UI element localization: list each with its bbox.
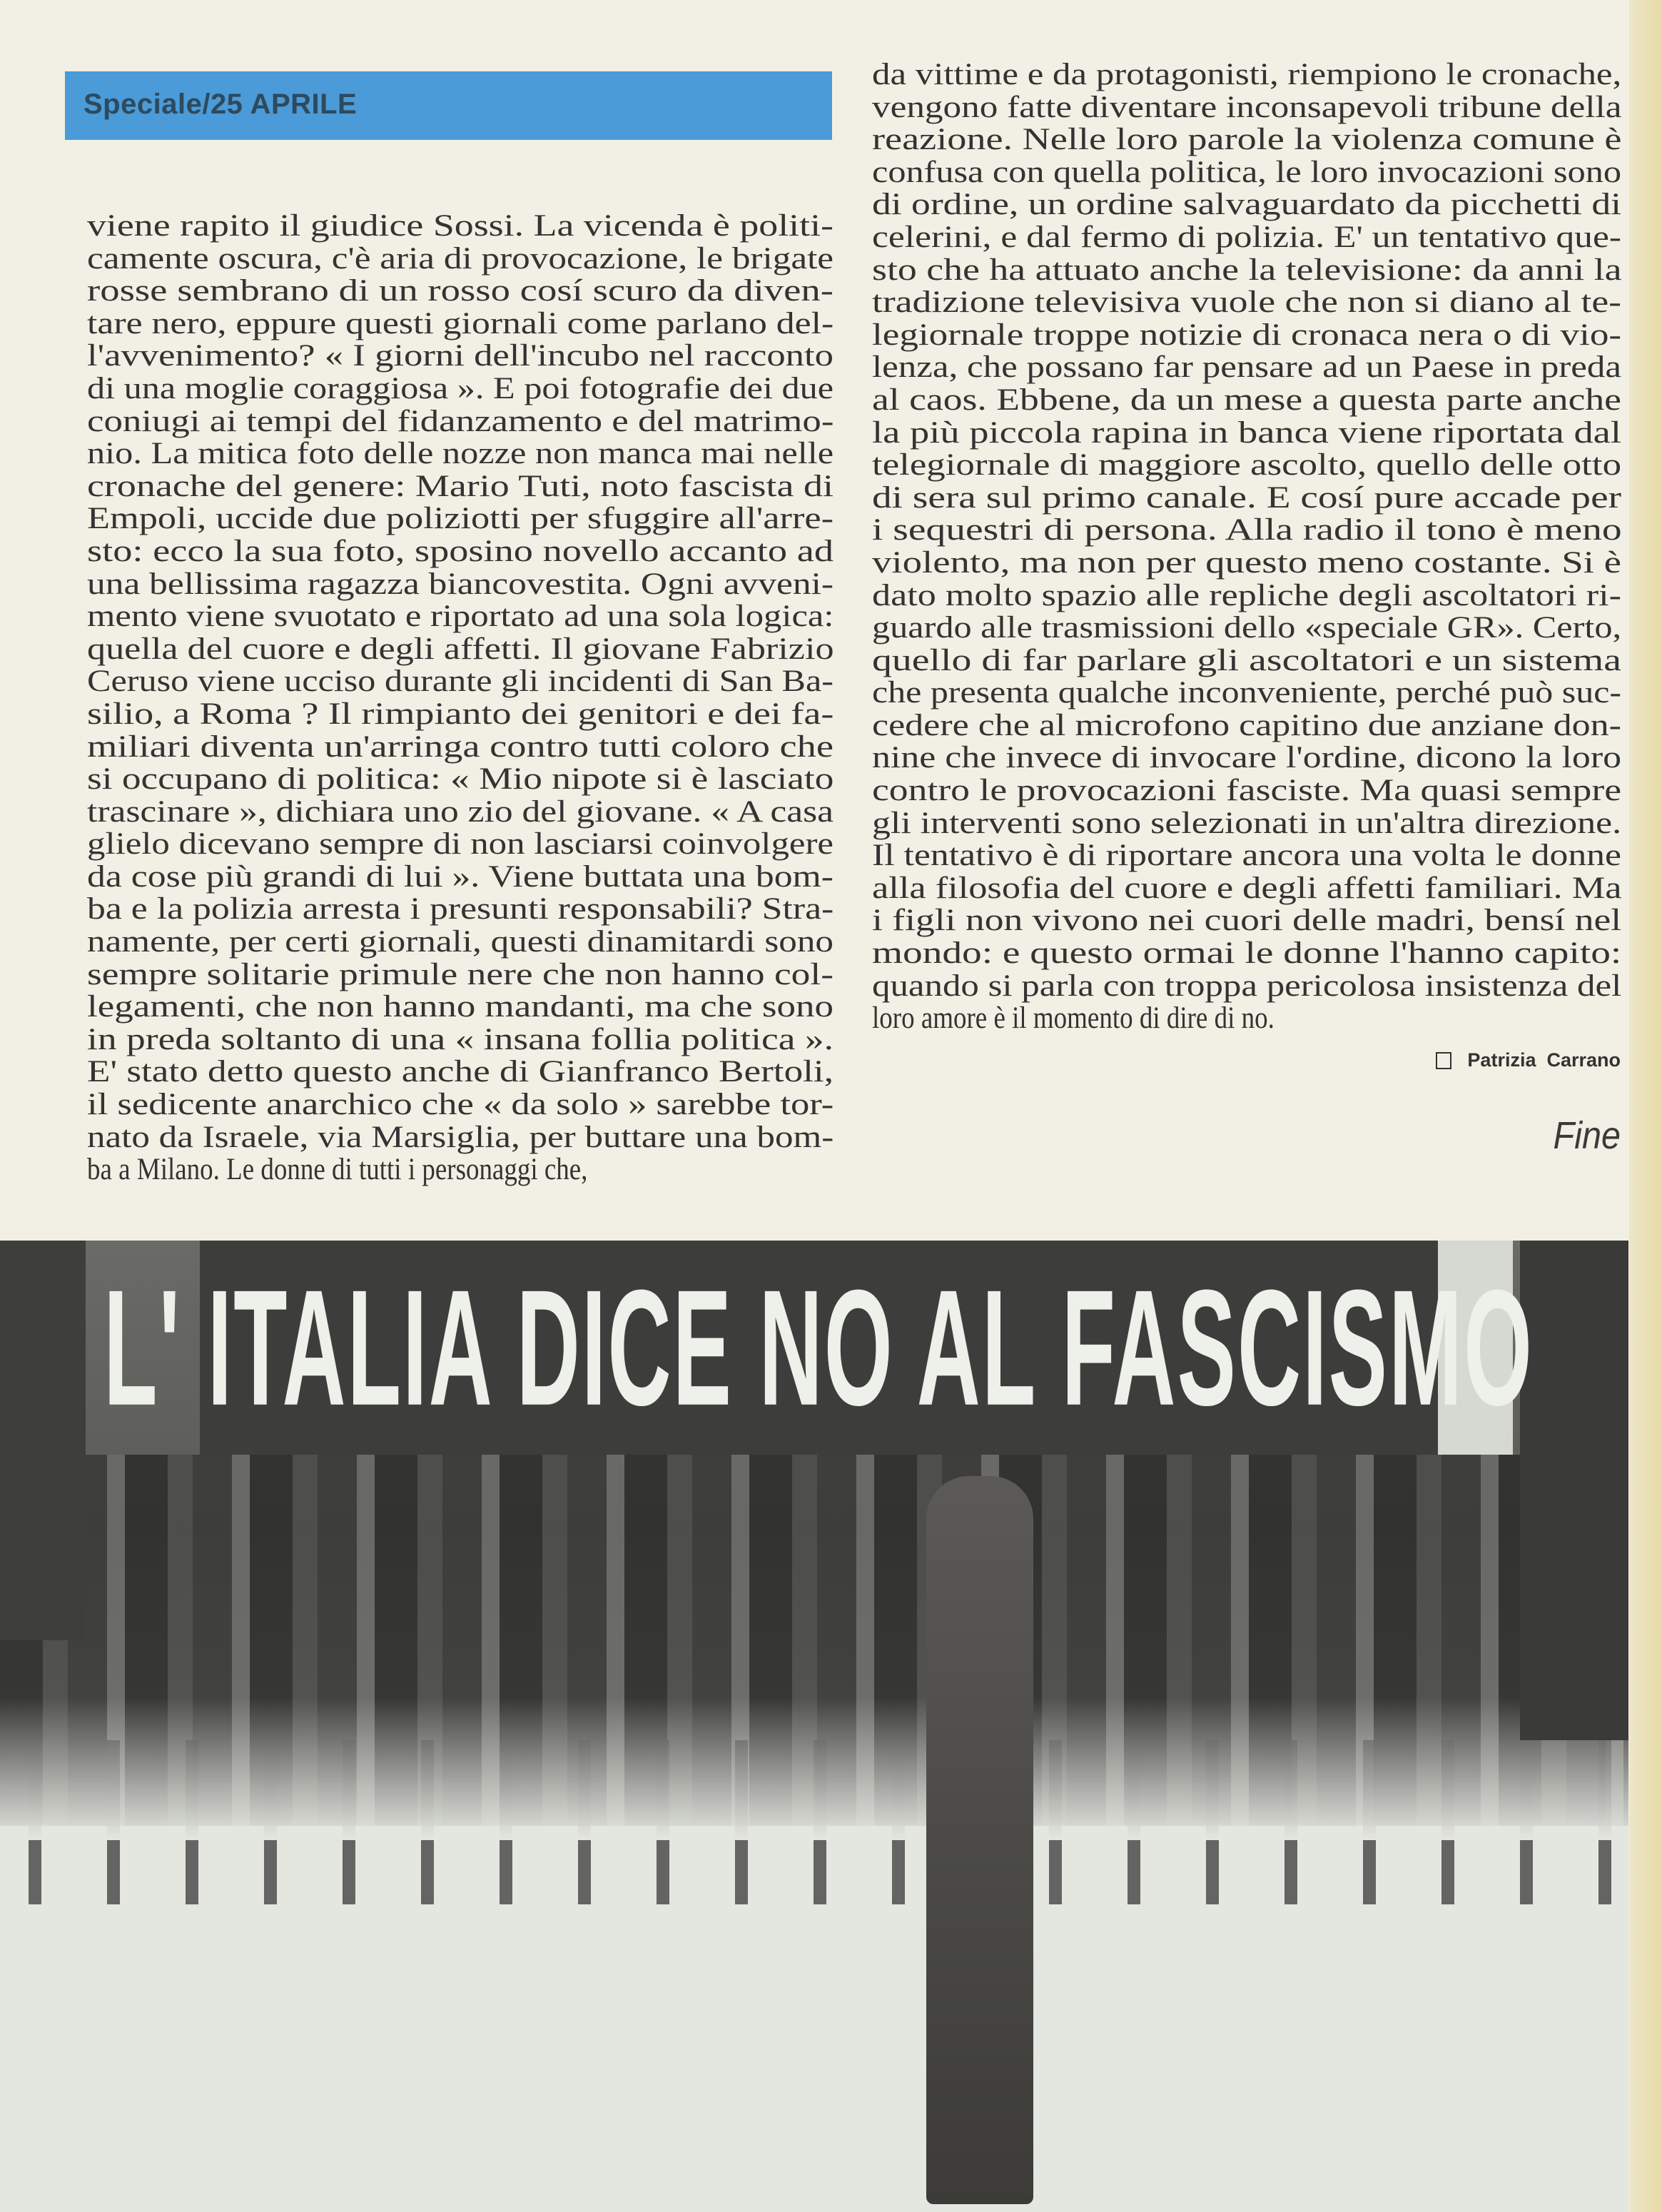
article-column-left — [87, 210, 833, 1186]
protest-photo — [0, 1241, 1628, 2212]
text-line: guardo alle trasmissioni dello «speciale GR». Certo, — [872, 611, 1622, 645]
text-line: una bellissima ragazza biancovestita. Ogni avveni- — [87, 567, 834, 601]
text-line: Empoli, uccide due poliziotti per sfuggire all'arre- — [87, 502, 834, 536]
text-line: tradizione televisiva vuole che non si diano al te- — [872, 286, 1621, 320]
text-line: rosse sembrano di un rosso cosí scuro da diven- — [87, 274, 833, 308]
text-line: tare nero, eppure questi giornali come parlano del- — [87, 306, 834, 340]
text-line: violento, ma non per questo meno costante. Si è — [872, 545, 1621, 580]
text-line: alla filosofia del cuore e degli affetti familiari. Ma — [872, 871, 1622, 905]
text-line: nio. La mitica foto delle nozze non manca mai nelle — [87, 437, 834, 471]
end-mark: Fine — [1553, 1114, 1621, 1157]
text-line: quello di far parlare gli ascoltatori e un sistema — [872, 643, 1621, 677]
text-line: lenza, che possano far pensare ad un Paese in preda — [872, 350, 1621, 385]
text-line: E' stato detto questo anche di Gianfranco Bertoli, — [87, 1055, 833, 1089]
text-line: sempre solitarie primule nere che non hanno col- — [87, 957, 833, 991]
section-title: Speciale/25 APRILE — [83, 89, 358, 120]
text-line: al caos. Ebbene, da un mese a questa parte anche — [872, 383, 1621, 417]
text-line: ba e la polizia arresta i presunti responsabili? Stra- — [87, 892, 834, 926]
text-line: si occupano di politica: « Mio nipote si è lasciato — [87, 762, 834, 797]
protest-banner — [103, 1241, 1534, 1455]
text-line: Ceruso viene ucciso durante gli incidenti di San Ba- — [87, 665, 833, 699]
text-line: il sedicente anarchico che « da solo » sarebbe tor- — [87, 1088, 834, 1122]
text-line: di sera sul primo canale. E cosí pure accade per — [872, 480, 1621, 515]
photo-standing-man — [926, 1476, 1033, 2204]
text-line: ba a Milano. Le donne di tutti i personaggi che, — [87, 1153, 588, 1187]
text-line: i figli non vivono nei cuori delle madri, bensí nel — [872, 904, 1622, 938]
text-line: dato molto spazio alle repliche degli ascoltatori ri- — [872, 578, 1621, 612]
text-line: sto che ha attuato anche la televisione: da anni la — [872, 253, 1622, 287]
text-line: l'avvenimento? « I giorni dell'incubo nel racconto — [87, 339, 833, 373]
banner-text: L' ITALIA DICE NO AL FASCISMO — [103, 1255, 1534, 1440]
text-line: glielo dicevano sempre di non lasciarsi coinvolgere — [87, 827, 833, 862]
text-line: cedere che al microfono capitino due anziane don- — [872, 708, 1621, 742]
text-line: viene rapito il giudice Sossi. La vicenda è politi- — [87, 209, 833, 243]
text-line: coniugi ai tempi del fidanzamento e del matrimo- — [87, 404, 834, 438]
text-line: reazione. Nelle loro parole la violenza comune è — [872, 123, 1622, 157]
text-line: celerini, e dal fermo di polizia. E' un tentativo que- — [872, 220, 1621, 254]
article-column-right — [872, 59, 1621, 1035]
text-line: namente, per certi giornali, questi dinamitardi sono — [87, 925, 833, 959]
text-line: i sequestri di persona. Alla radio il tono è meno — [872, 513, 1622, 547]
photo-street-fade — [0, 1697, 1628, 1840]
text-line: di una moglie coraggiosa ». E poi fotografie dei due — [87, 371, 833, 405]
photo-left-shadow — [0, 1241, 86, 1640]
text-line: da cose più grandi di lui ». Viene buttata una bom- — [87, 859, 833, 894]
text-line: gli interventi sono selezionati in un'altra direzione. — [872, 806, 1622, 840]
text-line: nato da Israele, via Marsiglia, per buttare una bom- — [87, 1120, 834, 1154]
text-line: mondo: e questo ormai le donne l'hanno capito: — [872, 936, 1622, 971]
text-line: sto: ecco la sua foto, sposino novello accanto ad — [87, 534, 833, 568]
section-header-bar — [65, 71, 832, 140]
text-line: la più piccola rapina in banca viene riportata dal — [872, 415, 1621, 450]
text-line: cronache del genere: Mario Tuti, noto fascista di — [87, 469, 833, 503]
text-line: loro amore è il momento di dire di no. — [872, 1001, 1275, 1036]
text-line: mento viene svuotato e riportato ad una sola logica: — [87, 600, 834, 634]
text-line: quella del cuore e degli affetti. Il giovane Fabrizio — [87, 632, 834, 666]
text-line: miliari diventa un'arringa contro tutti coloro che — [87, 729, 833, 764]
text-line: vengono fatte diventare inconsapevoli tribune della — [872, 90, 1622, 124]
text-line: telegiornale di maggiore ascolto, quello delle otto — [872, 448, 1621, 483]
text-line: legamenti, che non hanno mandanti, ma che sono — [87, 990, 833, 1024]
page-edge — [1629, 0, 1662, 2212]
text-line: che presenta qualche inconveniente, perché può suc- — [872, 676, 1621, 710]
photo-right-shadow — [1520, 1241, 1628, 1740]
text-line: trascinare », dichiara uno zio del giovane. « A casa — [87, 794, 833, 829]
text-line: silio, a Roma ? Il rimpianto dei genitori e dei fa- — [87, 697, 834, 731]
byline — [1436, 1049, 1621, 1071]
text-line: contro le provocazioni fasciste. Ma quasi sempre — [872, 774, 1621, 808]
text-line: confusa con quella politica, le loro invocazioni sono — [872, 155, 1621, 189]
square-box-icon — [1436, 1052, 1451, 1069]
text-line: quando si parla con troppa pericolosa insistenza del — [872, 969, 1622, 1003]
text-line: di ordine, un ordine salvaguardato da picchetti di — [872, 188, 1622, 222]
text-line: camente oscura, c'è aria di provocazione, le brigate — [87, 241, 834, 276]
text-line: Il tentativo è di riportare ancora una volta le donne — [872, 839, 1621, 873]
author-name: Patrizia Carrano — [1467, 1049, 1621, 1071]
text-line: da vittime e da protagonisti, riempiono le cronache, — [872, 58, 1622, 91]
text-line: in preda soltanto di una « insana follia politica ». — [87, 1022, 833, 1056]
text-line: nine che invece di invocare l'ordine, dicono la loro — [872, 741, 1622, 775]
text-line: legiornale troppe notizie di cronaca nera o di vio- — [872, 318, 1622, 352]
